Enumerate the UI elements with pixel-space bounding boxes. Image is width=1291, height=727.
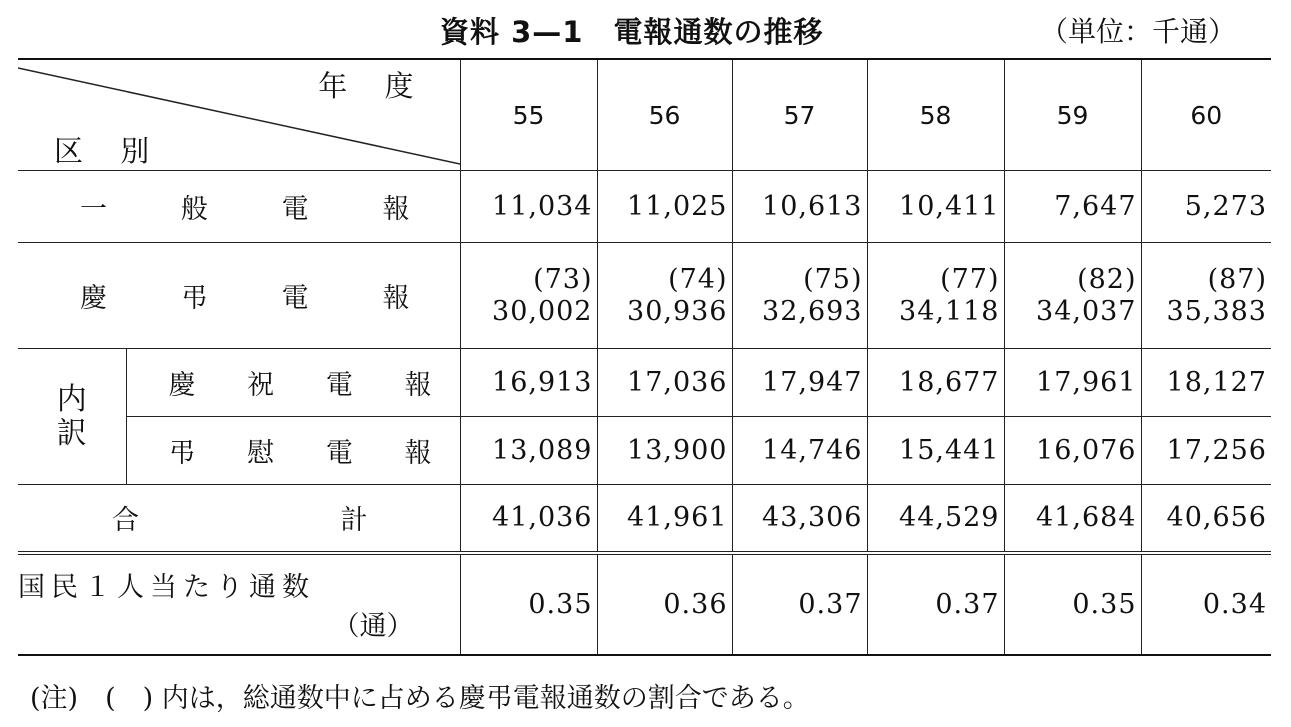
row-label: 一 般 電 報 [18, 171, 460, 243]
table-row-general [18, 171, 1271, 243]
cell: 13,089 [460, 417, 597, 485]
year-58: 58 [867, 59, 1004, 171]
footnote: (注) ( ) 内は，総通数中に占める慶弔電報通数の割合である。 [30, 683, 810, 714]
cell: 17,947 [732, 349, 867, 417]
cell: 7,647 [1004, 171, 1141, 243]
cell: 0.34 [1141, 553, 1271, 655]
cell: 18,677 [867, 349, 1004, 417]
header-row [18, 59, 1271, 171]
cell: 11,034 [460, 171, 597, 243]
cell: (77) 34,118 [867, 243, 1004, 349]
cell: 10,411 [867, 171, 1004, 243]
cell: 10,613 [732, 171, 867, 243]
unit-label: （単位：千通） [1040, 15, 1237, 48]
cell: 0.35 [1004, 553, 1141, 655]
row-label: 弔 慰 電 報 [126, 417, 460, 485]
row-label: 慶 弔 電 報 [18, 243, 460, 349]
table-row-condolence [18, 417, 1271, 485]
cell: (74) 30,936 [597, 243, 732, 349]
cell: 14,746 [732, 417, 867, 485]
table-row-congrat [18, 349, 1271, 417]
table-title: 資料 3—1 電報通数の推移 [440, 15, 824, 49]
cell: 17,961 [1004, 349, 1141, 417]
cell: 16,913 [460, 349, 597, 417]
cell: 0.36 [597, 553, 732, 655]
row-label: 合 計 [18, 485, 460, 553]
cell: 43,306 [732, 485, 867, 553]
cell: 40,656 [1141, 485, 1271, 553]
year-57: 57 [732, 59, 867, 171]
cell: 0.37 [867, 553, 1004, 655]
breakdown-label: 内 訳 [18, 349, 126, 485]
row-label: 慶 祝 電 報 [126, 349, 460, 417]
cell: 0.35 [460, 553, 597, 655]
year-55: 55 [460, 59, 597, 171]
cell: 17,256 [1141, 417, 1271, 485]
cell: 17,036 [597, 349, 732, 417]
year-60: 60 [1141, 59, 1271, 171]
cell: (87) 35,383 [1141, 243, 1271, 349]
cell: 41,036 [460, 485, 597, 553]
table-row-per-capita [18, 553, 1271, 655]
table-row-keicho [18, 243, 1271, 349]
telegram-table [18, 58, 1271, 656]
cell: 15,441 [867, 417, 1004, 485]
year-56: 56 [597, 59, 732, 171]
year-59: 59 [1004, 59, 1141, 171]
cell: 0.37 [732, 553, 867, 655]
year-header: 年 度 [318, 69, 428, 103]
cell: 16,076 [1004, 417, 1141, 485]
cell: (82) 34,037 [1004, 243, 1141, 349]
cell: (73) 30,002 [460, 243, 597, 349]
table-row-total [18, 485, 1271, 553]
cell: 18,127 [1141, 349, 1271, 417]
cell: 41,961 [597, 485, 732, 553]
cell: 41,684 [1004, 485, 1141, 553]
cell: (75) 32,693 [732, 243, 867, 349]
header-corner-cell [18, 59, 460, 171]
title-bar [0, 8, 1291, 48]
category-header: 区 別 [54, 134, 164, 168]
cell: 44,529 [867, 485, 1004, 553]
cell: 5,273 [1141, 171, 1271, 243]
cell: 11,025 [597, 171, 732, 243]
row-label: 国民１人当たり通数 （通） [18, 553, 460, 655]
cell: 13,900 [597, 417, 732, 485]
